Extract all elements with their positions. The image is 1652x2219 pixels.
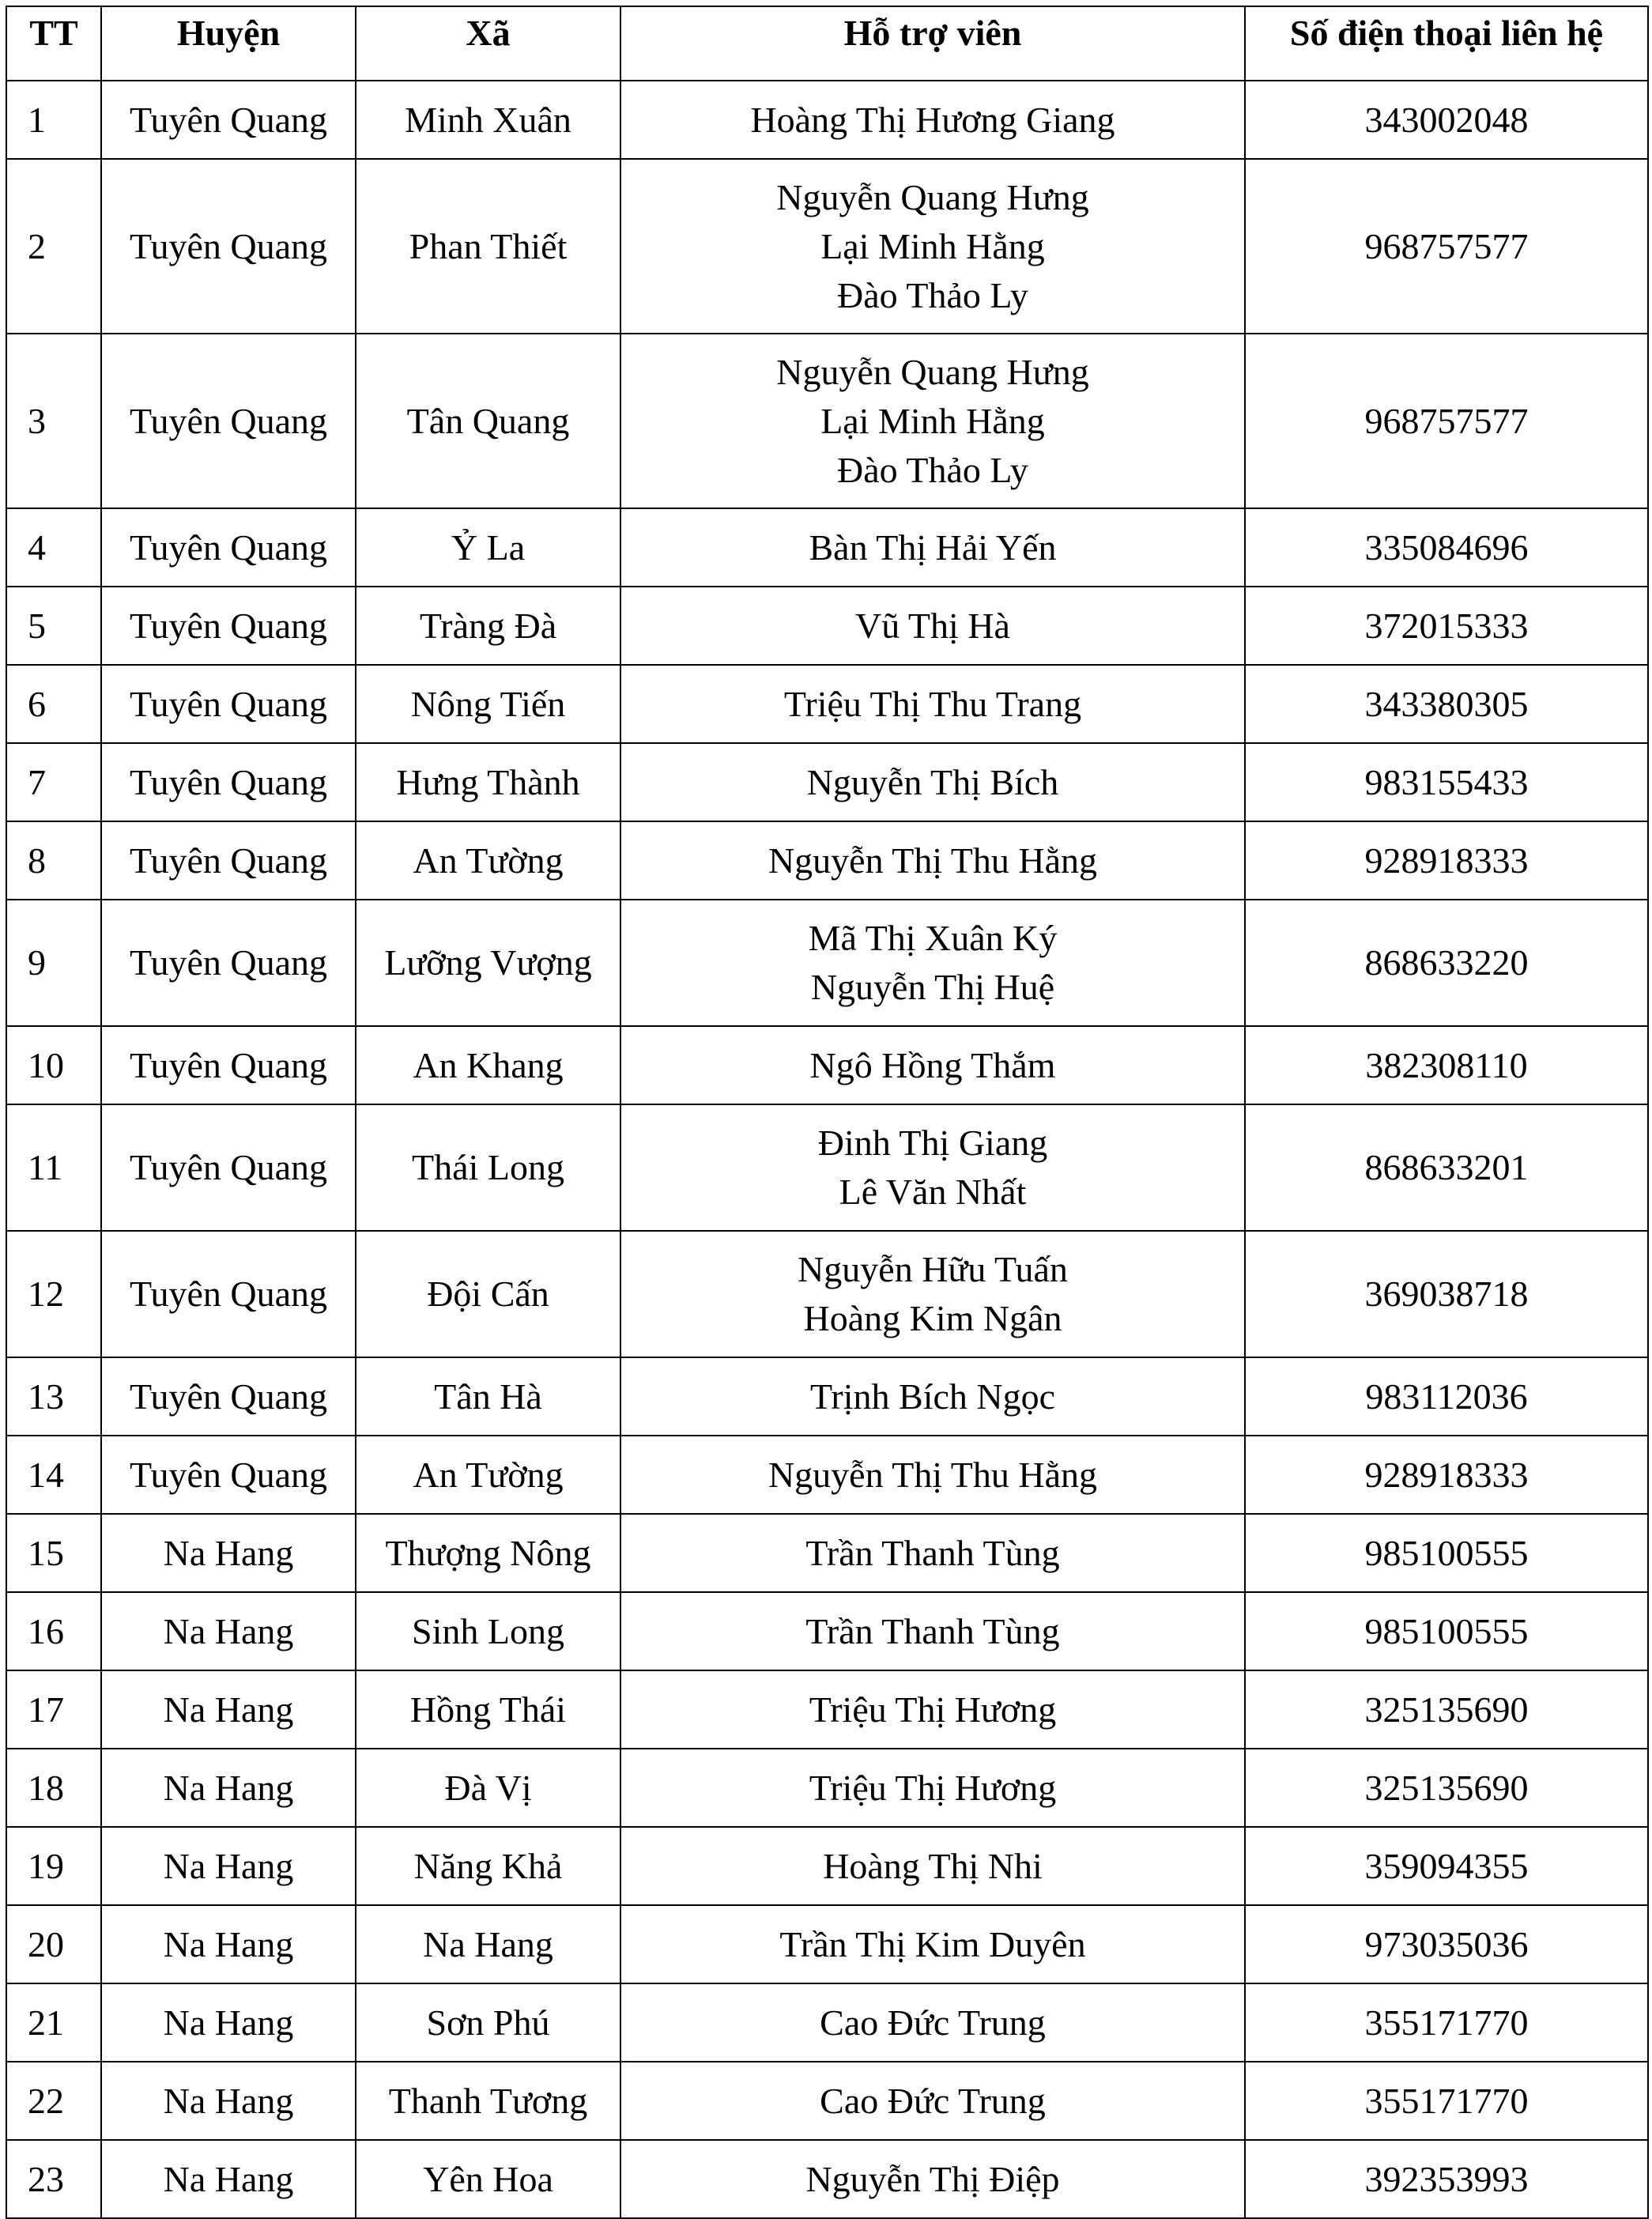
supporter-name: Cao Đức Trung bbox=[820, 2080, 1046, 2121]
cell-ho-tro-vien bbox=[620, 900, 1245, 1026]
supporter-name: Nguyễn Hữu Tuấn bbox=[798, 1249, 1068, 1289]
header-ho-tro-vien: Hỗ trợ viên bbox=[620, 6, 1245, 81]
header-row bbox=[6, 6, 1648, 81]
cell-xa: Thái Long bbox=[356, 1104, 620, 1231]
table-row bbox=[6, 159, 1648, 334]
supporter-name: Đào Thảo Ly bbox=[837, 449, 1028, 490]
cell-so-dien-thoai: 343002048 bbox=[1245, 81, 1648, 159]
table-row bbox=[6, 1026, 1648, 1104]
table-row bbox=[6, 900, 1648, 1026]
cell-huyen: Tuyên Quang bbox=[101, 821, 356, 900]
cell-xa: Tân Quang bbox=[356, 334, 620, 508]
cell-ho-tro-vien bbox=[620, 1231, 1245, 1357]
cell-xa: Tràng Đà bbox=[356, 587, 620, 665]
cell-tt: 17 bbox=[6, 1670, 101, 1749]
supporter-name: Nguyễn Thị Thu Hằng bbox=[768, 1454, 1098, 1495]
cell-xa: An Tường bbox=[356, 1436, 620, 1514]
supporter-name: Trần Thanh Tùng bbox=[805, 1532, 1060, 1573]
cell-huyen: Tuyên Quang bbox=[101, 81, 356, 159]
supporter-name: Đinh Thị Giang bbox=[817, 1123, 1048, 1163]
supporter-name: Trần Thanh Tùng bbox=[805, 1610, 1060, 1651]
cell-tt: 11 bbox=[6, 1104, 101, 1231]
cell-xa: Ỷ La bbox=[356, 508, 620, 587]
cell-so-dien-thoai: 968757577 bbox=[1245, 334, 1648, 508]
header-tt: TT bbox=[6, 6, 101, 81]
cell-ho-tro-vien bbox=[620, 2140, 1245, 2218]
supporter-name: Nguyễn Thị Thu Hằng bbox=[768, 840, 1098, 881]
table-row bbox=[6, 1983, 1648, 2062]
cell-so-dien-thoai: 382308110 bbox=[1245, 1026, 1648, 1104]
cell-so-dien-thoai: 355171770 bbox=[1245, 2062, 1648, 2140]
cell-huyen: Na Hang bbox=[101, 1905, 356, 1983]
cell-xa: Thanh Tương bbox=[356, 2062, 620, 2140]
cell-so-dien-thoai: 369038718 bbox=[1245, 1231, 1648, 1357]
supporter-name: Nguyễn Thị Bích bbox=[806, 761, 1059, 802]
table-row bbox=[6, 1514, 1648, 1592]
cell-tt: 5 bbox=[6, 587, 101, 665]
cell-ho-tro-vien bbox=[620, 1749, 1245, 1827]
cell-ho-tro-vien bbox=[620, 1827, 1245, 1905]
cell-so-dien-thoai: 985100555 bbox=[1245, 1592, 1648, 1670]
cell-huyen: Tuyên Quang bbox=[101, 1231, 356, 1357]
cell-xa: Minh Xuân bbox=[356, 81, 620, 159]
cell-huyen: Tuyên Quang bbox=[101, 665, 356, 743]
cell-tt: 23 bbox=[6, 2140, 101, 2218]
cell-tt: 20 bbox=[6, 1905, 101, 1983]
cell-xa: Lưỡng Vượng bbox=[356, 900, 620, 1026]
supporter-name: Hoàng Thị Nhi bbox=[823, 1845, 1043, 1886]
supporter-name: Cao Đức Trung bbox=[820, 2002, 1046, 2043]
supporter-name: Ngô Hồng Thắm bbox=[809, 1044, 1056, 1085]
cell-ho-tro-vien bbox=[620, 665, 1245, 743]
cell-ho-tro-vien bbox=[620, 1026, 1245, 1104]
cell-tt: 8 bbox=[6, 821, 101, 900]
cell-huyen: Na Hang bbox=[101, 2062, 356, 2140]
supporter-name: Triệu Thị Hương bbox=[809, 1767, 1057, 1808]
cell-huyen: Tuyên Quang bbox=[101, 1436, 356, 1514]
cell-ho-tro-vien bbox=[620, 508, 1245, 587]
supporter-name: Vũ Thị Hà bbox=[855, 605, 1010, 646]
table-row bbox=[6, 821, 1648, 900]
cell-tt: 1 bbox=[6, 81, 101, 159]
cell-tt: 7 bbox=[6, 743, 101, 821]
cell-ho-tro-vien bbox=[620, 1983, 1245, 2062]
cell-so-dien-thoai: 868633201 bbox=[1245, 1104, 1648, 1231]
cell-tt: 15 bbox=[6, 1514, 101, 1592]
supporter-name: Nguyễn Thị Huệ bbox=[810, 967, 1055, 1007]
cell-so-dien-thoai: 392353993 bbox=[1245, 2140, 1648, 2218]
cell-xa: Sơn Phú bbox=[356, 1983, 620, 2062]
supporter-name: Triệu Thị Hương bbox=[809, 1689, 1057, 1730]
cell-huyen: Na Hang bbox=[101, 1983, 356, 2062]
supporter-name: Lại Minh Hằng bbox=[820, 400, 1045, 441]
cell-ho-tro-vien bbox=[620, 1104, 1245, 1231]
cell-tt: 18 bbox=[6, 1749, 101, 1827]
cell-ho-tro-vien bbox=[620, 1357, 1245, 1436]
table-row bbox=[6, 1436, 1648, 1514]
cell-so-dien-thoai: 335084696 bbox=[1245, 508, 1648, 587]
cell-xa: An Tường bbox=[356, 821, 620, 900]
cell-tt: 2 bbox=[6, 159, 101, 334]
cell-xa: Năng Khả bbox=[356, 1827, 620, 1905]
cell-ho-tro-vien bbox=[620, 2062, 1245, 2140]
table-row bbox=[6, 334, 1648, 508]
cell-tt: 6 bbox=[6, 665, 101, 743]
cell-tt: 10 bbox=[6, 1026, 101, 1104]
cell-so-dien-thoai: 973035036 bbox=[1245, 1905, 1648, 1983]
cell-ho-tro-vien bbox=[620, 821, 1245, 900]
cell-so-dien-thoai: 983155433 bbox=[1245, 743, 1648, 821]
supporter-name: Triệu Thị Thu Trang bbox=[783, 683, 1082, 724]
cell-ho-tro-vien bbox=[620, 1592, 1245, 1670]
table-row bbox=[6, 665, 1648, 743]
cell-ho-tro-vien bbox=[620, 587, 1245, 665]
cell-xa: Nông Tiến bbox=[356, 665, 620, 743]
cell-tt: 21 bbox=[6, 1983, 101, 2062]
cell-tt: 4 bbox=[6, 508, 101, 587]
cell-huyen: Na Hang bbox=[101, 1514, 356, 1592]
cell-so-dien-thoai: 325135690 bbox=[1245, 1749, 1648, 1827]
supporter-name: Nguyễn Quang Hưng bbox=[776, 351, 1089, 392]
table-row bbox=[6, 1827, 1648, 1905]
cell-xa: Phan Thiết bbox=[356, 159, 620, 334]
cell-huyen: Tuyên Quang bbox=[101, 508, 356, 587]
cell-xa: Đà Vị bbox=[356, 1749, 620, 1827]
table-row bbox=[6, 1592, 1648, 1670]
header-so-dien-thoai: Số điện thoại liên hệ bbox=[1245, 6, 1648, 81]
cell-tt: 19 bbox=[6, 1827, 101, 1905]
cell-ho-tro-vien bbox=[620, 334, 1245, 508]
cell-so-dien-thoai: 985100555 bbox=[1245, 1514, 1648, 1592]
supporter-name: Đào Thảo Ly bbox=[837, 274, 1028, 315]
cell-so-dien-thoai: 325135690 bbox=[1245, 1670, 1648, 1749]
cell-ho-tro-vien bbox=[620, 159, 1245, 334]
cell-so-dien-thoai: 372015333 bbox=[1245, 587, 1648, 665]
header-huyen: Huyện bbox=[101, 6, 356, 81]
cell-tt: 14 bbox=[6, 1436, 101, 1514]
cell-huyen: Na Hang bbox=[101, 1670, 356, 1749]
table-row bbox=[6, 1670, 1648, 1749]
cell-huyen: Na Hang bbox=[101, 2140, 356, 2218]
cell-xa: Thượng Nông bbox=[356, 1514, 620, 1592]
cell-huyen: Tuyên Quang bbox=[101, 1104, 356, 1231]
cell-ho-tro-vien bbox=[620, 81, 1245, 159]
cell-tt: 22 bbox=[6, 2062, 101, 2140]
cell-huyen: Tuyên Quang bbox=[101, 1357, 356, 1436]
table-row bbox=[6, 1104, 1648, 1231]
table-row bbox=[6, 81, 1648, 159]
cell-xa: An Khang bbox=[356, 1026, 620, 1104]
cell-so-dien-thoai: 868633220 bbox=[1245, 900, 1648, 1026]
cell-huyen: Tuyên Quang bbox=[101, 1026, 356, 1104]
cell-huyen: Na Hang bbox=[101, 1827, 356, 1905]
cell-so-dien-thoai: 928918333 bbox=[1245, 821, 1648, 900]
table-row bbox=[6, 1749, 1648, 1827]
table-row bbox=[6, 1231, 1648, 1357]
cell-so-dien-thoai: 928918333 bbox=[1245, 1436, 1648, 1514]
cell-huyen: Tuyên Quang bbox=[101, 743, 356, 821]
cell-so-dien-thoai: 355171770 bbox=[1245, 1983, 1648, 2062]
cell-huyen: Tuyên Quang bbox=[101, 900, 356, 1026]
cell-ho-tro-vien bbox=[620, 1514, 1245, 1592]
cell-tt: 9 bbox=[6, 900, 101, 1026]
table-row bbox=[6, 1357, 1648, 1436]
support-contacts-table bbox=[6, 6, 1649, 2219]
cell-tt: 3 bbox=[6, 334, 101, 508]
cell-ho-tro-vien bbox=[620, 743, 1245, 821]
header-xa: Xã bbox=[356, 6, 620, 81]
cell-ho-tro-vien bbox=[620, 1670, 1245, 1749]
cell-tt: 13 bbox=[6, 1357, 101, 1436]
cell-ho-tro-vien bbox=[620, 1905, 1245, 1983]
supporter-name: Hoàng Thị Hương Giang bbox=[750, 99, 1115, 140]
supporter-name: Trần Thị Kim Duyên bbox=[779, 1923, 1086, 1964]
supporter-name: Mã Thị Xuân Ký bbox=[808, 918, 1058, 958]
cell-ho-tro-vien bbox=[620, 1436, 1245, 1514]
supporter-name: Lại Minh Hằng bbox=[820, 225, 1045, 266]
cell-xa: Na Hang bbox=[356, 1905, 620, 1983]
cell-huyen: Tuyên Quang bbox=[101, 159, 356, 334]
supporter-name: Lê Văn Nhất bbox=[839, 1172, 1027, 1212]
supporter-name: Hoàng Kim Ngân bbox=[803, 1298, 1062, 1338]
table-row bbox=[6, 1905, 1648, 1983]
supporter-name: Nguyễn Quang Hưng bbox=[776, 176, 1089, 217]
cell-huyen: Na Hang bbox=[101, 1749, 356, 1827]
cell-so-dien-thoai: 968757577 bbox=[1245, 159, 1648, 334]
cell-xa: Yên Hoa bbox=[356, 2140, 620, 2218]
cell-huyen: Tuyên Quang bbox=[101, 587, 356, 665]
cell-xa: Sinh Long bbox=[356, 1592, 620, 1670]
supporter-name: Trịnh Bích Ngọc bbox=[809, 1376, 1056, 1417]
cell-huyen: Tuyên Quang bbox=[101, 334, 356, 508]
cell-xa: Đội Cấn bbox=[356, 1231, 620, 1357]
table-row bbox=[6, 508, 1648, 587]
cell-so-dien-thoai: 983112036 bbox=[1245, 1357, 1648, 1436]
table-row bbox=[6, 2062, 1648, 2140]
cell-huyen: Na Hang bbox=[101, 1592, 356, 1670]
table-row bbox=[6, 743, 1648, 821]
table-row bbox=[6, 2140, 1648, 2218]
cell-xa: Tân Hà bbox=[356, 1357, 620, 1436]
cell-xa: Hồng Thái bbox=[356, 1670, 620, 1749]
cell-tt: 16 bbox=[6, 1592, 101, 1670]
cell-tt: 12 bbox=[6, 1231, 101, 1357]
table-body bbox=[6, 81, 1648, 2218]
supporter-name: Bàn Thị Hải Yến bbox=[809, 526, 1057, 568]
cell-so-dien-thoai: 359094355 bbox=[1245, 1827, 1648, 1905]
cell-so-dien-thoai: 343380305 bbox=[1245, 665, 1648, 743]
table-row bbox=[6, 587, 1648, 665]
cell-xa: Hưng Thành bbox=[356, 743, 620, 821]
supporter-name: Nguyễn Thị Điệp bbox=[805, 2158, 1060, 2199]
